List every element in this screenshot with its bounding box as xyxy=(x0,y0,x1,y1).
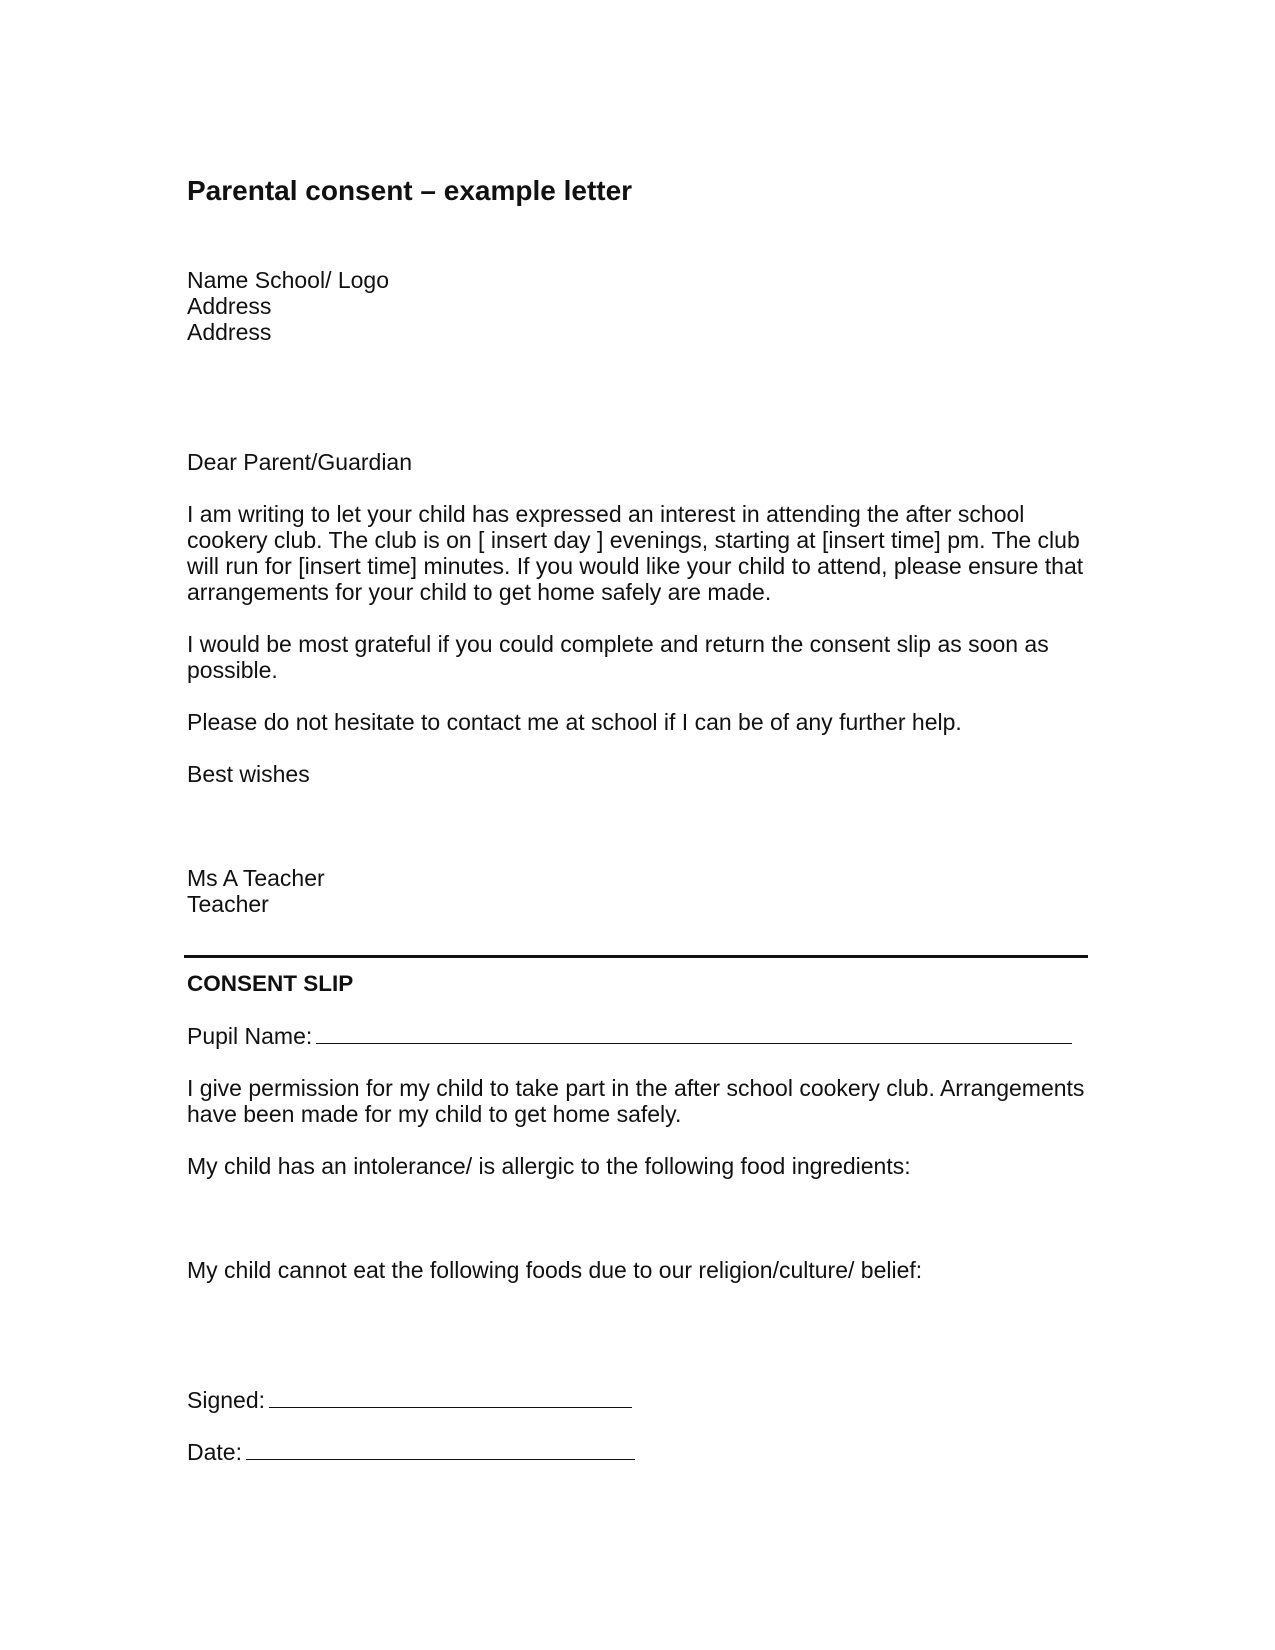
salutation: Dear Parent/Guardian xyxy=(187,449,413,475)
signature-role: Teacher xyxy=(187,891,269,917)
paragraph2-line1: I would be most grateful if you could complete and return the consent slip as soon as xyxy=(187,631,1049,657)
allergy-statement: My child has an intolerance/ is allergic to the following food ingredients: xyxy=(187,1153,911,1179)
paragraph2-line2: possible. xyxy=(187,657,278,683)
pupil-name-row xyxy=(187,1023,1072,1049)
consent-slip-heading: CONSENT SLIP xyxy=(187,971,354,996)
address-line-1: Address xyxy=(187,293,272,319)
pupil-name-label: Pupil Name: xyxy=(187,1023,313,1049)
pupil-name-field[interactable] xyxy=(316,1023,1072,1044)
signature-field[interactable] xyxy=(269,1387,632,1408)
date-row xyxy=(187,1439,635,1465)
paragraph1-line1: I am writing to let your child has expressed an interest in attending the after school xyxy=(187,501,1025,527)
permission-line2: have been made for my child to get home safely. xyxy=(187,1101,682,1127)
paragraph3: Please do not hesitate to contact me at school if I can be of any further help. xyxy=(187,709,962,735)
paragraph1-line2: cookery club. The club is on [ insert day ] evenings, starting at [insert time] pm. The club xyxy=(187,527,1080,553)
letter-title: Parental consent – example letter xyxy=(187,175,633,206)
signed-row xyxy=(187,1387,632,1413)
section-divider xyxy=(184,955,1088,958)
paragraph1-line4: arrangements for your child to get home safely are made. xyxy=(187,579,772,605)
signed-label: Signed: xyxy=(187,1387,266,1413)
date-label: Date: xyxy=(187,1439,242,1465)
permission-line1: I give permission for my child to take part in the after school cookery club. Arrangements xyxy=(187,1075,1085,1101)
date-field[interactable] xyxy=(246,1439,635,1460)
address-line-2: Address xyxy=(187,319,272,345)
signature-name: Ms A Teacher xyxy=(187,865,325,891)
paragraph1-line3: will run for [insert time] minutes. If you would like your child to attend, please ensure that xyxy=(187,553,1084,579)
religion-statement: My child cannot eat the following foods due to our religion/culture/ belief: xyxy=(187,1257,923,1283)
closing: Best wishes xyxy=(187,761,310,787)
school-name-line: Name School/ Logo xyxy=(187,267,390,293)
